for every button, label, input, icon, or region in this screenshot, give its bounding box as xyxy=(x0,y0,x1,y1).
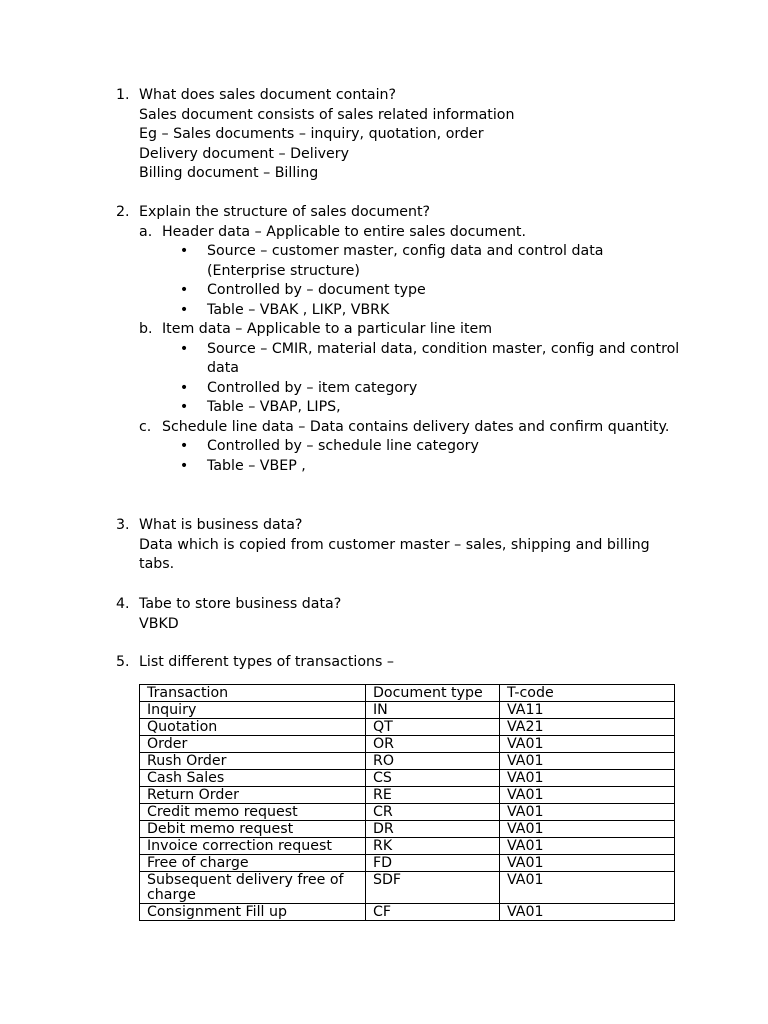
section-item-data xyxy=(139,320,686,340)
list-item xyxy=(139,340,686,379)
list-item-text: Controlled by – item category xyxy=(207,379,418,396)
table-cell: QT xyxy=(366,719,500,736)
table-cell: VA01 xyxy=(500,904,675,921)
table-cell: DR xyxy=(366,821,500,838)
bullet-icon: • xyxy=(179,379,189,396)
question-title: What does sales document contain? xyxy=(139,87,397,103)
question-5 xyxy=(116,653,686,673)
answer-line: Delivery document – Delivery xyxy=(139,145,349,162)
section-label: b. xyxy=(139,321,153,337)
bullet-list xyxy=(139,242,686,320)
table-cell: VA01 xyxy=(500,736,675,753)
table-cell: RO xyxy=(366,753,500,770)
transactions-table xyxy=(139,684,675,921)
question-2 xyxy=(116,203,686,476)
list-item-text: Table – VBAP, LIPS, xyxy=(207,399,341,415)
question-number: 3. xyxy=(116,517,130,533)
question-3 xyxy=(116,516,686,575)
table-cell: CS xyxy=(366,770,500,787)
section-header-data xyxy=(139,223,686,243)
table-cell: RE xyxy=(366,787,500,804)
bullet-icon: • xyxy=(179,301,189,318)
table-header-row xyxy=(140,685,675,702)
question-title: What is business data? xyxy=(139,517,303,533)
section-text: Schedule line data – Data contains delivery dates and confirm quantity. xyxy=(162,418,670,435)
bullet-list xyxy=(139,437,686,476)
table-cell: Consignment Fill up xyxy=(140,904,366,921)
section-text: Header data – Applicable to entire sales document. xyxy=(162,223,527,240)
section-label: a. xyxy=(139,223,153,240)
table-cell: FD xyxy=(366,855,500,872)
answer-text: VBKD xyxy=(139,615,179,632)
question-title: List different types of transactions – xyxy=(139,654,394,670)
column-header: T-code xyxy=(500,685,675,702)
table-cell: Order xyxy=(140,736,366,753)
list-item xyxy=(139,281,686,301)
table-row xyxy=(140,736,675,753)
table-cell: Subsequent delivery free of charge xyxy=(140,872,366,904)
question-title: Explain the structure of sales document? xyxy=(139,204,431,220)
table-cell: CR xyxy=(366,804,500,821)
table-row xyxy=(140,838,675,855)
table-cell: Cash Sales xyxy=(140,770,366,787)
table-cell: Debit memo request xyxy=(140,821,366,838)
table-cell: VA01 xyxy=(500,804,675,821)
bullet-icon: • xyxy=(179,457,189,474)
list-item-text: Controlled by – document type xyxy=(207,282,426,298)
question-number: 2. xyxy=(116,204,130,220)
table-row xyxy=(140,770,675,787)
table-cell: Return Order xyxy=(140,787,366,804)
table-cell: RK xyxy=(366,838,500,855)
list-item xyxy=(139,437,686,457)
table-cell: VA01 xyxy=(500,770,675,787)
bullet-icon: • xyxy=(179,282,189,298)
answer-line: Eg – Sales documents – inquiry, quotation, order xyxy=(139,126,484,142)
table-cell: VA11 xyxy=(500,702,675,719)
section-schedule-line-data xyxy=(139,418,686,438)
table-cell: Invoice correction request xyxy=(140,838,366,855)
table-cell: VA01 xyxy=(500,838,675,855)
list-item xyxy=(139,457,686,477)
list-item-text: Controlled by – schedule line category xyxy=(207,438,479,454)
question-number: 5. xyxy=(116,654,130,670)
table-cell: Inquiry xyxy=(140,702,366,719)
bullet-list xyxy=(139,340,686,418)
list-item-text: Source – customer master, config data and control data (Enterprise structure) xyxy=(207,243,604,279)
list-item xyxy=(139,242,686,281)
table-row xyxy=(140,821,675,838)
table-cell: IN xyxy=(366,702,500,719)
table-cell: VA01 xyxy=(500,787,675,804)
section-label: c. xyxy=(139,418,152,435)
question-title: Tabe to store business data? xyxy=(139,596,342,612)
list-item xyxy=(139,379,686,399)
list-item-text: Source – CMIR, material data, condition master, config and control data xyxy=(207,340,680,376)
table-cell: Credit memo request xyxy=(140,804,366,821)
table-row xyxy=(140,787,675,804)
bullet-icon: • xyxy=(179,438,189,454)
question-number: 1. xyxy=(116,87,130,103)
column-header: Document type xyxy=(366,685,500,702)
question-4 xyxy=(116,595,686,634)
table-cell: VA01 xyxy=(500,821,675,838)
bullet-icon: • xyxy=(179,399,189,415)
table-row xyxy=(140,855,675,872)
table-row xyxy=(140,872,675,904)
table-row xyxy=(140,904,675,921)
table-cell: CF xyxy=(366,904,500,921)
table-cell: VA01 xyxy=(500,855,675,872)
section-text: Item data – Applicable to a particular line item xyxy=(162,321,493,337)
bullet-icon: • xyxy=(179,243,189,259)
answer-line: Billing document – Billing xyxy=(139,165,319,181)
answer-line: Sales document consists of sales related information xyxy=(139,106,515,123)
table-cell: VA01 xyxy=(500,753,675,770)
table-cell: VA01 xyxy=(500,872,675,904)
table-cell: Rush Order xyxy=(140,753,366,770)
table-row xyxy=(140,719,675,736)
list-item xyxy=(139,398,686,418)
table-cell: Quotation xyxy=(140,719,366,736)
table-cell: OR xyxy=(366,736,500,753)
table-row xyxy=(140,804,675,821)
list-item xyxy=(139,301,686,321)
list-item-text: Table – VBAK , LIKP, VBRK xyxy=(207,301,390,318)
column-header: Transaction xyxy=(140,685,366,702)
table-cell: SDF xyxy=(366,872,500,904)
answer-text: Data which is copied from customer master – sales, shipping and billing tabs. xyxy=(139,536,650,572)
bullet-icon: • xyxy=(179,340,189,357)
table-row xyxy=(140,753,675,770)
question-1 xyxy=(116,86,686,184)
list-item-text: Table – VBEP , xyxy=(207,457,306,474)
table-cell: VA21 xyxy=(500,719,675,736)
table-cell: Free of charge xyxy=(140,855,366,872)
table-row xyxy=(140,702,675,719)
question-number: 4. xyxy=(116,596,130,612)
